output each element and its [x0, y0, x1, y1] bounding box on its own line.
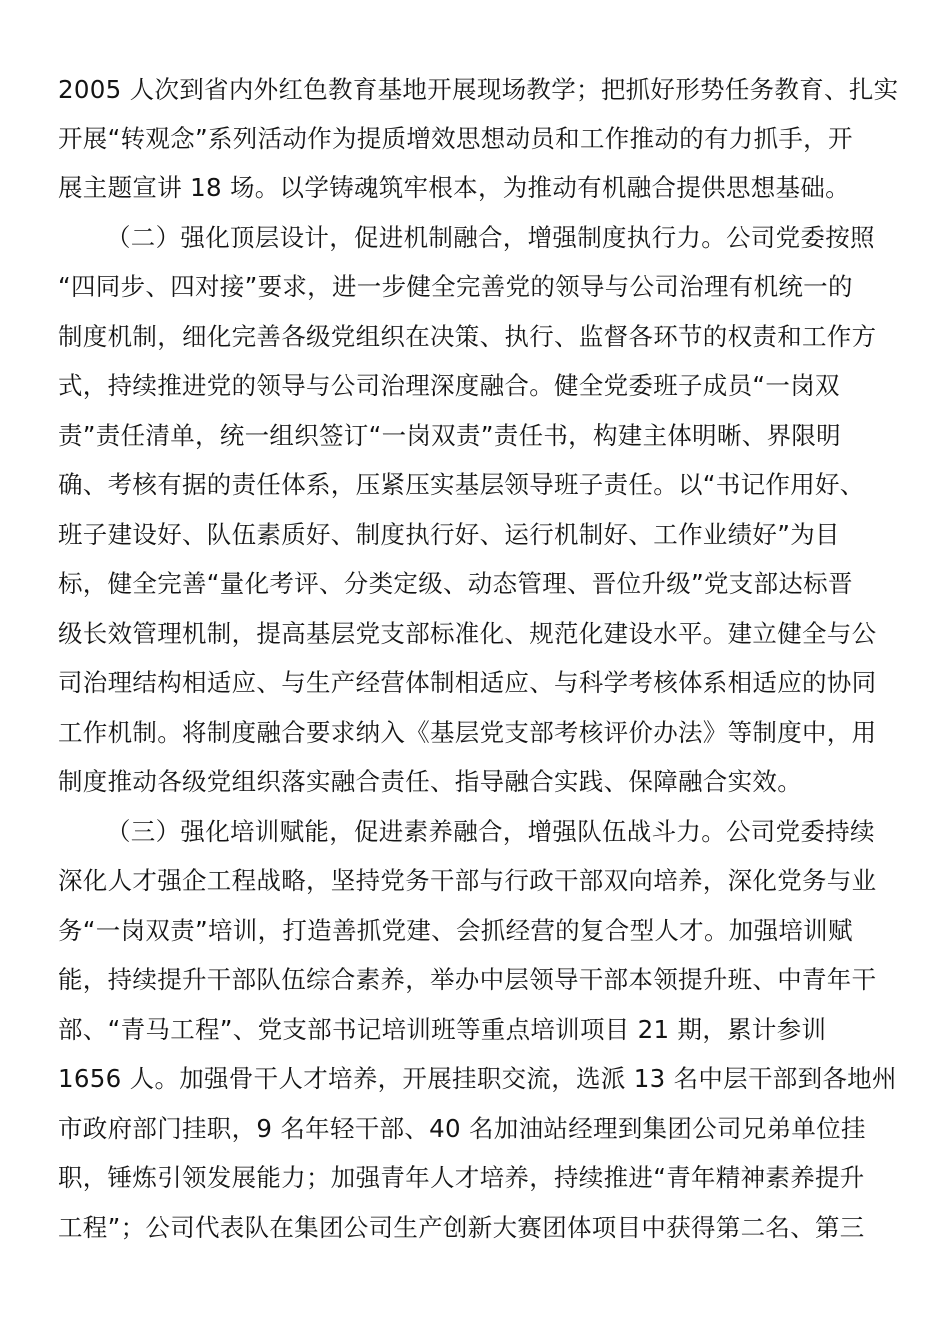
text-line: 开展“转观念”系列活动作为提质增效思想动员和工作推动的有力抓手，开	[58, 124, 853, 153]
text-line: 司治理结构相适应、与生产经营体制相适应、与科学考核体系相适应的协同	[58, 668, 877, 697]
text-line: 式，持续推进党的领导与公司治理深度融合。健全党委班子成员“一岗双	[58, 371, 840, 400]
text-line: 制度机制，细化完善各级党组织在决策、执行、监督各环节的权责和工作方	[58, 322, 877, 351]
section-heading-line: （二）强化顶层设计，促进机制融合，增强制度执行力。公司党委按照	[106, 223, 875, 252]
text-line: 部、“青马工程”、党支部书记培训班等重点培训项目 21 期，累计参训	[58, 1015, 827, 1044]
text-line: 工程”；公司代表队在集团公司生产创新大赛团体项目中获得第二名、第三	[58, 1213, 865, 1242]
text-line: 展主题宣讲 18 场。以学铸魂筑牢根本，为推动有机融合提供思想基础。	[58, 173, 850, 202]
text-line: 职，锤炼引领发展能力；加强青年人才培养，持续推进“青年精神素养提升	[58, 1163, 865, 1192]
text-line: 2005 人次到省内外红色教育基地开展现场教学；把抓好形势任务教育、扎实	[58, 75, 899, 104]
text-line: 务“一岗双责”培训，打造善抓党建、会抓经营的复合型人才。加强培训赋	[58, 916, 853, 945]
text-line: 标，健全完善“量化考评、分类定级、动态管理、晋位升级”党支部达标晋	[58, 569, 853, 598]
text-line: 1656 人。加强骨干人才培养，开展挂职交流，选派 13 名中层干部到各地州	[58, 1064, 897, 1093]
text-line: 深化人才强企工程战略，坚持党务干部与行政干部双向培养，深化党务与业	[58, 866, 877, 895]
text-line: 制度推动各级党组织落实融合责任、指导融合实践、保障融合实效。	[58, 767, 802, 796]
text-line: 工作机制。将制度融合要求纳入《基层党支部考核评价办法》等制度中，用	[58, 718, 877, 747]
text-line: 责”责任清单，统一组织签订“一岗双责”责任书，构建主体明晰、界限明	[58, 421, 841, 450]
text-line: 确、考核有据的责任体系，压紧压实基层领导班子责任。以“书记作用好、	[58, 470, 865, 499]
text-line: 级长效管理机制，提高基层党支部标准化、规范化建设水平。建立健全与公	[58, 619, 877, 648]
text-line: 能，持续提升干部队伍综合素养，举办中层领导干部本领提升班、中青年干	[58, 965, 877, 994]
section-heading-line: （三）强化培训赋能，促进素养融合，增强队伍战斗力。公司党委持续	[106, 817, 875, 846]
text-line: 市政府部门挂职，9 名年轻干部、40 名加油站经理到集团公司兄弟单位挂	[58, 1114, 866, 1143]
text-line: 班子建设好、队伍素质好、制度执行好、运行机制好、工作业绩好”为目	[58, 520, 840, 549]
text-line: “四同步、四对接”要求，进一步健全完善党的领导与公司治理有机统一的	[58, 272, 853, 301]
